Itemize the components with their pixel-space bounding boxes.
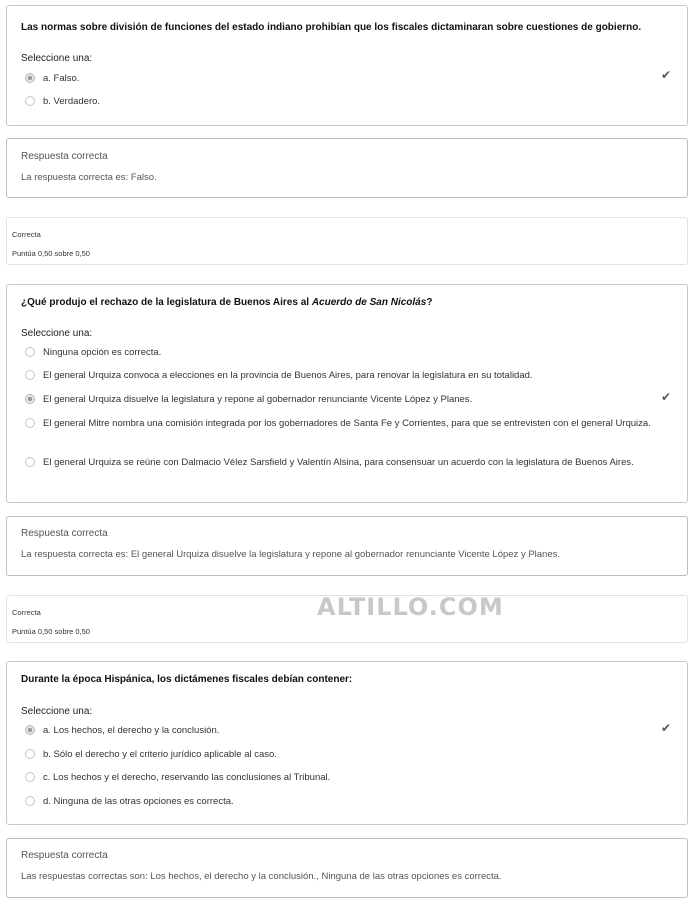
radio-button-selected[interactable] xyxy=(25,394,35,404)
checkmark-icon: ✔ xyxy=(660,721,671,735)
score-label: Puntúa 0,50 sobre 0,50 xyxy=(12,627,90,636)
answer-option[interactable] xyxy=(25,367,657,384)
answer-option[interactable] xyxy=(25,415,657,432)
feedback-card-3 xyxy=(6,838,688,898)
status-label: Correcta xyxy=(12,608,41,617)
answer-option[interactable] xyxy=(25,344,657,361)
feedback-title: Respuesta correcta xyxy=(21,151,108,162)
question-card-3 xyxy=(6,661,688,825)
feedback-card-1 xyxy=(6,138,688,198)
radio-button-selected[interactable] xyxy=(25,73,35,83)
radio-button[interactable] xyxy=(25,772,35,782)
question-text xyxy=(21,295,673,310)
option-label: El general Urquiza se reúne con Dalmacio Vélez Sarsfield y Valentín Alsina, para consensuar un acuerdo con la legislatura de Buenos Aires. xyxy=(43,457,634,468)
question-text-part: ? xyxy=(426,297,433,308)
answer-option[interactable] xyxy=(25,391,657,408)
option-label: c. Los hechos y el derecho, reservando las conclusiones al Tribunal. xyxy=(43,772,331,783)
answer-prompt: Seleccione una: xyxy=(21,706,93,717)
option-label: b. Sólo el derecho y el criterio jurídico aplicable al caso. xyxy=(43,749,277,760)
answer-option[interactable] xyxy=(25,769,657,786)
answer-prompt: Seleccione una: xyxy=(21,53,93,64)
option-label: a. Los hechos, el derecho y la conclusión. xyxy=(43,725,220,736)
score-label: Puntúa 0,50 sobre 0,50 xyxy=(12,249,90,258)
question-text-part: ¿Qué produjo el rechazo de la legislatura de Buenos Aires al xyxy=(21,297,312,308)
question-card-1 xyxy=(6,5,688,126)
option-label: El general Mitre nombra una comisión integrada por los gobernadores de Santa Fe y Corrientes, para que se entrevisten con el general Urquiza. xyxy=(43,418,651,429)
radio-button[interactable] xyxy=(25,347,35,357)
answer-option[interactable] xyxy=(25,70,657,87)
checkmark-icon: ✔ xyxy=(660,68,671,82)
option-label: El general Urquiza convoca a elecciones en la provincia de Buenos Aires, para renovar la legislatura en su totalidad. xyxy=(43,370,533,381)
question-card-2 xyxy=(6,284,688,503)
answer-option[interactable] xyxy=(25,793,657,810)
option-label: El general Urquiza disuelve la legislatura y repone al gobernador renunciante Vicente López y Planes. xyxy=(43,394,473,405)
feedback-text: La respuesta correcta es: El general Urquiza disuelve la legislatura y repone al gobernador renunciante Vicente López y Planes. xyxy=(21,549,561,560)
feedback-text: Las respuestas correctas son: Los hechos, el derecho y la conclusión., Ninguna de las otras opciones es correcta. xyxy=(21,871,502,882)
feedback-card-2 xyxy=(6,516,688,576)
answer-option[interactable] xyxy=(25,93,657,110)
radio-button[interactable] xyxy=(25,457,35,467)
radio-button-selected[interactable] xyxy=(25,725,35,735)
question-text: Las normas sobre división de funciones del estado indiano prohibían que los fiscales dictaminaran sobre cuestiones de gobierno. xyxy=(21,22,642,33)
radio-button[interactable] xyxy=(25,370,35,380)
question-text: Durante la época Hispánica, los dictámenes fiscales debían contener: xyxy=(21,674,353,685)
answer-prompt: Seleccione una: xyxy=(21,328,93,339)
radio-button[interactable] xyxy=(25,418,35,428)
radio-button[interactable] xyxy=(25,796,35,806)
radio-button[interactable] xyxy=(25,96,35,106)
option-label: d. Ninguna de las otras opciones es correcta. xyxy=(43,796,234,807)
feedback-text: La respuesta correcta es: Falso. xyxy=(21,172,157,183)
radio-button[interactable] xyxy=(25,749,35,759)
option-label: a. Falso. xyxy=(43,73,80,84)
question-text-emphasis: Acuerdo de San Nicolás xyxy=(311,297,427,308)
watermark: ALTILLO.COM xyxy=(317,593,504,621)
answer-option[interactable] xyxy=(25,746,657,763)
status-label: Correcta xyxy=(12,230,41,239)
grade-info-1 xyxy=(6,217,688,265)
feedback-title: Respuesta correcta xyxy=(21,850,108,861)
checkmark-icon: ✔ xyxy=(660,390,671,404)
answer-option[interactable] xyxy=(25,454,657,471)
option-label: Ninguna opción es correcta. xyxy=(43,347,162,358)
option-label: b. Verdadero. xyxy=(43,96,101,107)
feedback-title: Respuesta correcta xyxy=(21,528,108,539)
answer-option[interactable] xyxy=(25,722,657,739)
